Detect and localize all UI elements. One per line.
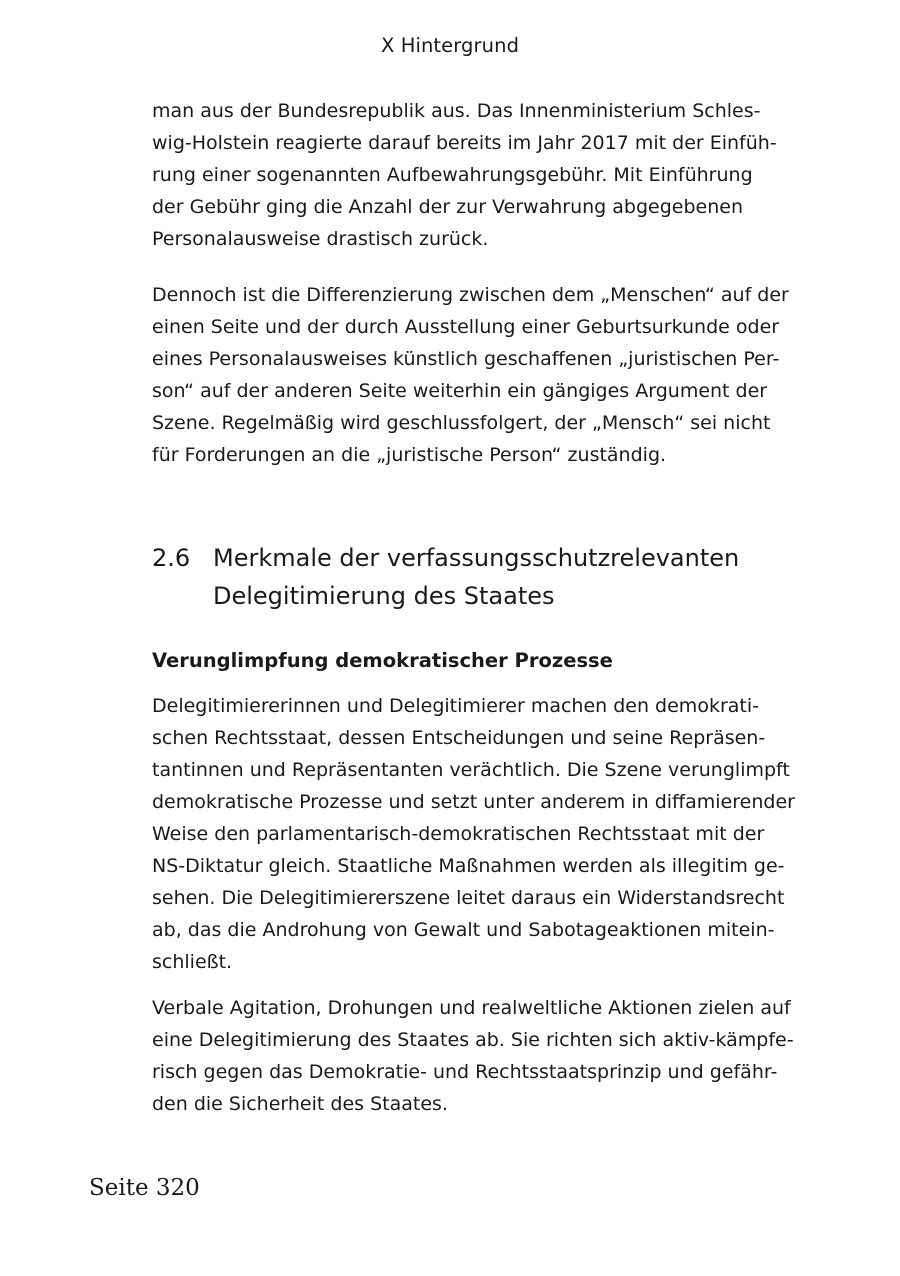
text-line: ab, das die Androhung von Gewalt und Sabotageaktionen mitein- xyxy=(152,919,775,941)
text-line: sehen. Die Delegitimiererszene leitet daraus ein Widerstandsrecht xyxy=(152,887,785,909)
text-line: eines Personalausweises künstlich geschaffenen „juristischen Per- xyxy=(152,348,780,370)
text-line: Szene. Regelmäßig wird geschlussfolgert, der „Mensch“ sei nicht xyxy=(152,412,771,434)
text-line: Delegitimiererinnen und Delegitimierer machen den demokrati- xyxy=(152,695,759,717)
section-number: 2.6 xyxy=(152,544,191,572)
body-paragraph-1 xyxy=(152,95,812,255)
text-line: rung einer sogenannten Aufbewahrungsgebühr. Mit Einführung xyxy=(152,164,753,186)
text-line: risch gegen das Demokratie- und Rechtsstaatsprinzip und gefähr- xyxy=(152,1061,778,1083)
text-line: son“ auf der anderen Seite weiterhin ein gängiges Argument der xyxy=(152,380,768,402)
text-line: einen Seite und der durch Ausstellung einer Geburtsurkunde oder xyxy=(152,316,780,338)
subheading: Verunglimpfung demokratischer Prozesse xyxy=(152,649,613,672)
text-line: Weise den parlamentarisch-demokratischen Rechtsstaat mit der xyxy=(152,823,765,845)
running-header-title: X Hintergrund xyxy=(380,34,520,57)
page-number: Seite 320 xyxy=(89,1175,200,1201)
text-line: wig-Holstein reagierte darauf bereits im Jahr 2017 mit der Einfüh- xyxy=(152,132,777,154)
text-line: Dennoch ist die Differenzierung zwischen dem „Menschen“ auf der xyxy=(152,284,789,306)
page-body xyxy=(152,95,812,1120)
text-line: Personalausweise drastisch zurück. xyxy=(152,228,489,250)
section-paragraph-2 xyxy=(152,992,812,1120)
text-line: demokratische Prozesse und setzt unter anderem in diffamierender xyxy=(152,791,795,813)
section-title-line: Merkmale der verfassungsschutzrelevanten xyxy=(213,544,740,572)
section-title-line: Delegitimierung des Staates xyxy=(213,582,555,610)
text-line: schließt. xyxy=(152,951,233,973)
text-line: man aus der Bundesrepublik aus. Das Innenministerium Schles- xyxy=(152,100,761,122)
text-line: Verbale Agitation, Drohungen und realweltliche Aktionen zielen auf xyxy=(152,997,791,1019)
text-line: eine Delegitimierung des Staates ab. Sie richten sich aktiv-kämpfe- xyxy=(152,1029,794,1051)
text-line: schen Rechtsstaat, dessen Entscheidungen und seine Repräsen- xyxy=(152,727,766,749)
text-line: für Forderungen an die „juristische Person“ zuständig. xyxy=(152,444,667,466)
section-paragraph-1 xyxy=(152,690,812,978)
text-line: NS-Diktatur gleich. Staatliche Maßnahmen werden als illegitim ge- xyxy=(152,855,785,877)
section-title xyxy=(213,539,739,615)
text-line: der Gebühr ging die Anzahl der zur Verwahrung abgegebenen xyxy=(152,196,744,218)
text-line: den die Sicherheit des Staates. xyxy=(152,1093,448,1115)
body-paragraph-2 xyxy=(152,279,812,471)
section-heading xyxy=(152,539,812,615)
text-line: tantinnen und Repräsentanten verächtlich. Die Szene verunglimpft xyxy=(152,759,790,781)
